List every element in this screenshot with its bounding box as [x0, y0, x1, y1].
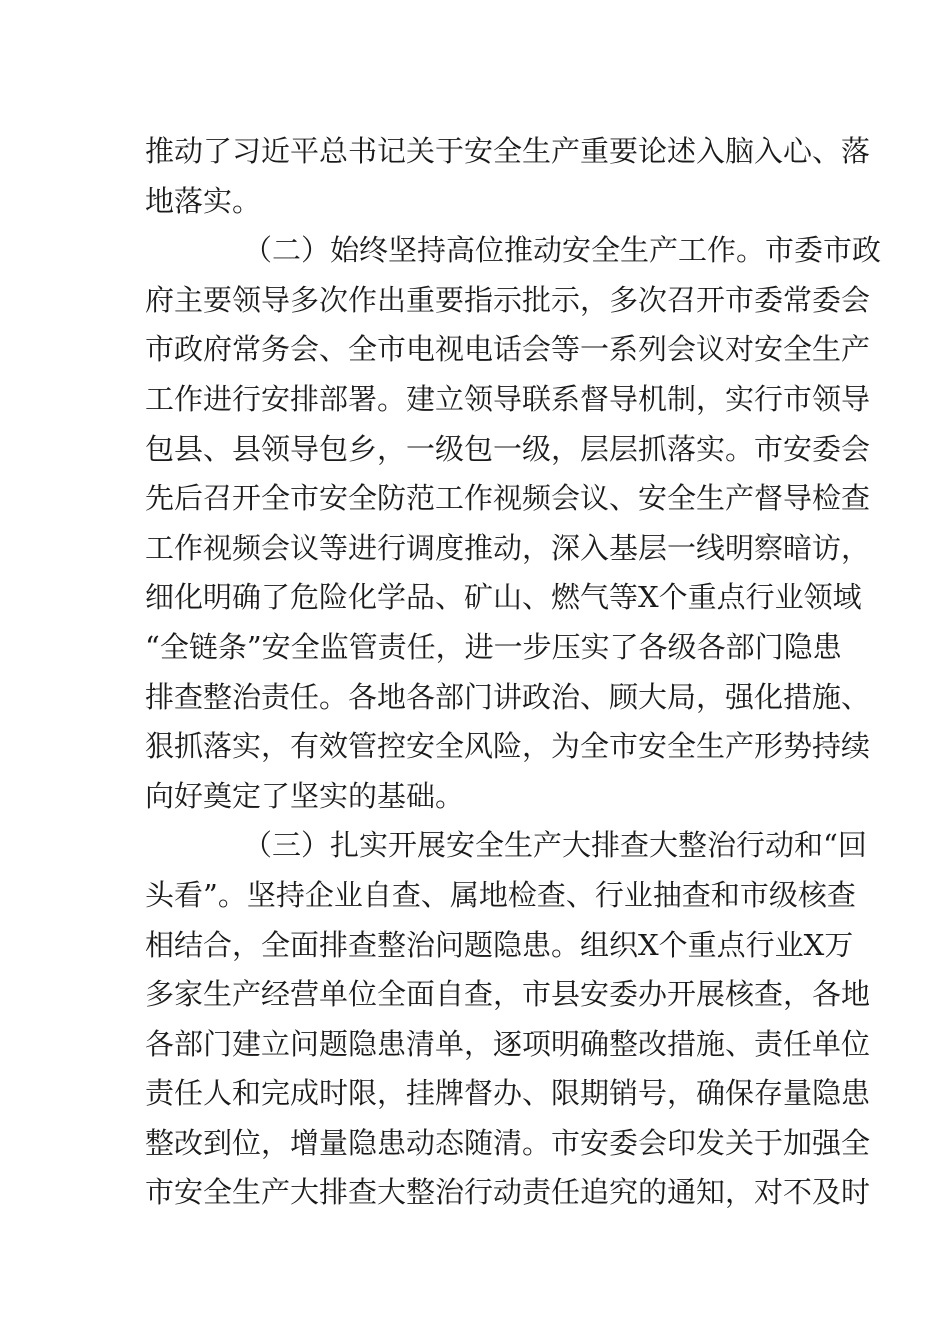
document-body [145, 127, 882, 1218]
text-line: 府主要领导多次作出重要指示批示，多次召开市委常委会 [145, 282, 871, 317]
text-line: “全链条”安全监管责任，进一步压实了各级各部门隐患 [145, 629, 842, 664]
text-line: 各部门建立问题隐患清单，逐项明确整改措施、责任单位 [145, 1026, 871, 1061]
text-line: 排查整治责任。各地各部门讲政治、顾大局，强化措施、 [145, 679, 871, 714]
text-line: 包县、县领导包乡，一级包一级，层层抓落实。市安委会 [145, 431, 871, 466]
text-line: 市安全生产大排查大整治行动责任追究的通知，对不及时 [145, 1175, 871, 1210]
text-line: 头看”。坚持企业自查、属地检查、行业抽查和市级核查 [145, 877, 856, 912]
section-heading-line: （二）始终坚持高位推动安全生产工作。市委市政 [243, 233, 882, 268]
text-line: 狠抓落实，有效管控安全风险，为全市安全生产形势持续 [145, 729, 871, 764]
text-line: 工作视频会议等进行调度推动，深入基层一线明察暗访， [145, 530, 871, 565]
text-line: 细化明确了危险化学品、矿山、燃气等X个重点行业领域 [145, 580, 862, 615]
text-line: 责任人和完成时限，挂牌督办、限期销号，确保存量隐患 [145, 1076, 871, 1111]
text-line: 整改到位，增量隐患动态随清。市安委会印发关于加强全 [145, 1125, 871, 1160]
text-line: 推动了习近平总书记关于安全生产重要论述入脑入心、落 [145, 134, 871, 168]
text-line: 工作进行安排部署。建立领导联系督导机制，实行市领导 [145, 381, 871, 416]
text-line: 多家生产经营单位全面自查，市县安委办开展核查，各地 [145, 977, 871, 1012]
text-line: 相结合，全面排查整治问题隐患。组织X个重点行业X万 [145, 927, 854, 962]
text-line: 先后召开全市安全防范工作视频会议、安全生产督导检查 [145, 481, 871, 516]
text-line: 向好奠定了坚实的基础。 [145, 778, 465, 813]
section-heading-line: （三）扎实开展安全生产大排查大整治行动和“回 [243, 828, 867, 863]
text-line: 地落实。 [145, 183, 262, 218]
text-line: 市政府常务会、全市电视电话会等一系列会议对安全生产 [145, 332, 871, 367]
